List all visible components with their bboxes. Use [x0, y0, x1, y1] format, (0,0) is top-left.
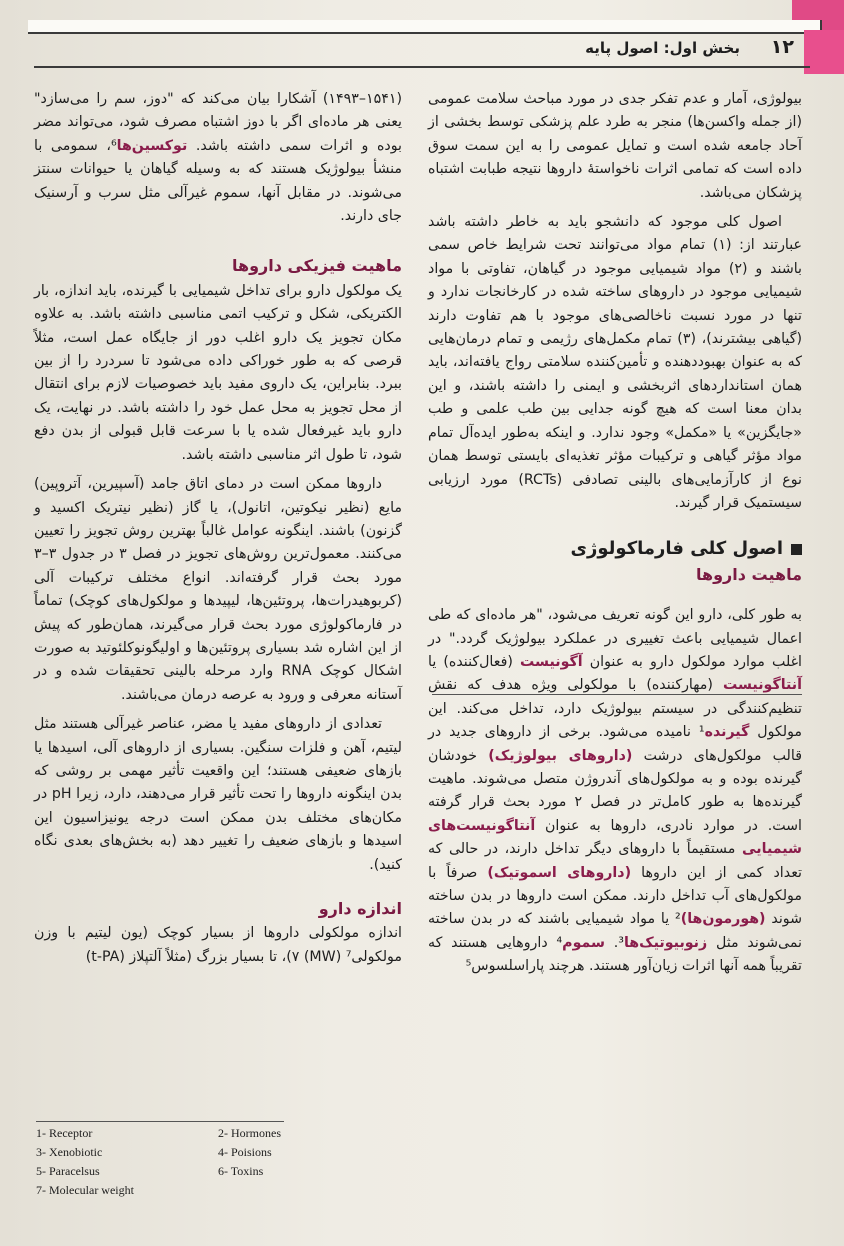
running-header: بخش اول: اصول پایه — [585, 39, 740, 57]
header-rule — [34, 66, 810, 68]
header-frame — [28, 20, 822, 34]
footnotes — [36, 1124, 336, 1200]
subsection-heading: ماهیت فیزیکی داروها — [231, 256, 402, 276]
footnote-rule — [36, 1121, 284, 1122]
left-column — [34, 88, 402, 969]
page-number: ۱۲ — [770, 36, 794, 58]
term-xenobiotics: زنوبیوتیک‌ها — [623, 934, 708, 951]
footnote: 4- Poisions — [218, 1145, 272, 1159]
paragraph: داروها ممکن است در دمای اتاق جامد (آسپیرین، آتروپین) مایع (نظیر نیکوتین، اتانول)، یا گاز (نظیر نیتریک اکسید و گزنون) باشند. اینگونه عوامل غالباً بهترین روش تجویز را تعیین می‌کنند. معمول‌ترین روش‌های تجویز در فصل ۳ در جدول ۳–۳ مورد بحث قرار گرفته‌اند. انواع مختلف ترکیبات آلی (کربوهیدرات‌ها، پروتئین‌ها، لیپیدها و مولکول‌های کوچک) تماماً در فارماکولوژی مورد بحث قرار می‌گیرند، همان‌طور که پیش از این اشاره شد بسیاری پروتئین‌ها و اولیگونوکلئوتید به صورت اشکال کوچک RNA وارد مرحله بالینی تحقیقات شده و در آستانه معرفی و ورود به عرصه درمان می‌باشند. — [34, 476, 402, 703]
term-antagonist: آنتاگونیست — [722, 677, 802, 694]
section-heading — [428, 537, 802, 560]
paragraph: به طور کلی، دارو این گونه تعریف می‌شود، "هر ماده‌ای که طی اعمال شیمیایی باعث تغییری در عملکرد بیولوژیک گردد." در اغلب موارد مولکول دارو به عنوان آگونیست (فعال‌کننده) یا آنتاگونیست (مهارکننده) با مولکولی ویژه هدف که نقش تنظیم‌کنندگی در سیستم بیولوژیک دارد، تداخل می‌کند. این مولکول گیرنده¹ نامیده می‌شود. برخی از داروهای جدید در قالب مولکول‌های درشت (داروهای بیولوژیک) خودشان گیرنده بوده و به مولکول‌های آندروژن متصل می‌شوند. ماهیت گیرنده‌ها به طور کامل‌تر در فصل ۲ مورد بحث قرار گرفته است. در موارد نادری، داروها به عنوان آنتاگونیست‌های شیمیایی مستقیماً با داروهای دیگر تداخل دارند، در حالی که تعداد کمی از این داروها (داروهای اسموتیک) صرفاً با مولکول‌های آب تداخل دارند. ممکن است داروها در بدن ساخته شوند (هورمون‌ها)² یا مواد شیمیایی باشند که در بدن ساخته نمی‌شوند مثل زنوبیوتیک‌ها³. سموم⁴ داروهایی هستند که تقریباً همه آنها اثرات زیان‌آور هستند. هرچند پاراسلسوس⁵ — [428, 607, 803, 975]
paragraph: اصول کلی موجود که دانشجو باید به خاطر داشته باشد عبارتند از: (۱) تمام مواد می‌توانند تحت شرایط خاص سمی باشند و (۲) مواد شیمیایی موجود در گیاهان، تفاوتی با مواد شیمیایی موجود در داروهای ساخته شده در کارخانجات ندارد و تنها در مورد نسبت ناخالصی‌های موجود با هم تفاوت دارند (گیاهی بیشترند)، (۳) تمام مکمل‌های رژیمی و تمام درمان‌هایی که به عنوان بهبوددهنده و تأمین‌کننده سلامتی رواج یافته‌اند، باید همان استانداردهای اثربخشی و ایمنی را داشته باشند، و این بدان معنا است که هیچ گونه جدایی بین طب علمی و طب «جایگزین» یا «مکمل» وجود ندارد. و اینکه به‌طور ایده‌آل تمام مواد مؤثر گیاهی و ترکیبات مؤثر تغذیه‌ای بایستی توسط همان نوع از کارآزمایی‌های بالینی تصادفی (RCTs) مورد ارزیابی سیستمیک قرار گیرند. — [428, 214, 803, 511]
heading-rule — [432, 694, 802, 695]
footnote: 2- Hormones — [218, 1126, 281, 1140]
term-agonist: آگونیست — [520, 653, 583, 670]
subsection-heading: ماهیت داروها — [696, 564, 802, 584]
term-receptor: گیرنده — [704, 724, 750, 741]
square-bullet-icon — [791, 544, 802, 555]
term-poisons: سموم — [562, 934, 605, 951]
paragraph: (۱۵۴۱–۱۴۹۳) آشکارا بیان می‌کند که "دوز، سم را می‌سازد" یعنی هر ماده‌ای اگر با دوز اشتباه مصرف شود، می‌تواند مضر بوده و اثرات سمی داشته باشد. توکسین‌ها⁶، سمومی با منشأ بیولوژیک هستند که به وسیله گیاهان یا حیوانات سنتز می‌شوند. در مقابل آنها، سموم غیرآلی مثل سرب و آرسنیک جای دارند. — [34, 91, 402, 225]
chapter-tab — [804, 30, 844, 74]
right-column — [428, 88, 802, 979]
section-heading-text: اصول کلی فارماکولوژی — [570, 538, 783, 560]
footnote — [218, 1181, 338, 1200]
footnote: 6- Toxins — [218, 1164, 264, 1178]
paragraph: بیولوژی، آمار و عدم تفکر جدی در مورد مباحث سلامت عمومی (از جمله واکسن‌ها) منجر به طرد علم پزشکی توسط بخشی از آحاد جامعه شده است و تمایل عمومی را به این سمت سوق داده است که تمامی اثرات ناخواستهٔ داروها نتیجه طبابت اشتباه پزشکان می‌باشد. — [428, 91, 802, 201]
term-hormones: (هورمون‌ها) — [680, 911, 766, 928]
subsection-heading: اندازه دارو — [318, 899, 402, 918]
paragraph: یک مولکول دارو برای تداخل شیمیایی با گیرنده، باید اندازه، بار الکتریکی، شکل و ترکیب اتمی مناسبی داشته باشد. به علاوه مکان تجویز یک دارو اغلب دور از جایگاه عمل است، مثلاً قرصی که به طور خوراکی داده می‌شود تا سردرد را از بین ببرد. بنابراین، یک داروی مفید باید خصوصیات لازم برای انتقال از محل تجویز به محل عمل خود را داشته باشد. در نهایت، یک دارو باید غیرفعال شده یا با سرعت قابل قبولی از بدن دفع شود، تا طول اثر مناسبی داشته باشد. — [34, 282, 402, 463]
paragraph: اندازه مولکولی داروها از بسیار کوچک (یون لیتیم با وزن مولکولی⁷ (MW) ۷)، تا بسیار بزرگ (مثلاً آلتپلاز (t-PA) — [34, 925, 402, 965]
footnote: 3- Xenobiotic — [36, 1145, 103, 1159]
term-chemical-antagonists: آنتاگونیست‌های شیمیایی — [428, 817, 802, 858]
footnote: 5- Paracelsus — [36, 1164, 100, 1178]
term-biologics: (داروهای بیولوژیک) — [488, 747, 633, 764]
paragraph: تعدادی از داروهای مفید یا مضر، عناصر غیرآلی هستند مثل لیتیم، آهن و فلزات سنگین. بسیاری از داروهای آلی، اسیدها یا بازهای ضعیفی هستند؛ این واقعیت تأثیر مهمی بر روشی که بدن اینگونه داروها را تحت تأثیر قرار می‌دهند، دارد، زیرا pH در مکان‌های مختلف بدن ممکن است درجه یونیزاسیون این اسیدها و بازهای ضعیف را تغییر دهد (به بخش‌های بعدی نگاه کنید). — [34, 716, 402, 873]
term-osmotic: (داروهای اسموتیک) — [487, 864, 632, 881]
term-toxins: توکسین‌ها — [116, 137, 188, 154]
footnote: 7- Molecular weight — [36, 1183, 134, 1197]
footnote: 1- Receptor — [36, 1126, 93, 1140]
